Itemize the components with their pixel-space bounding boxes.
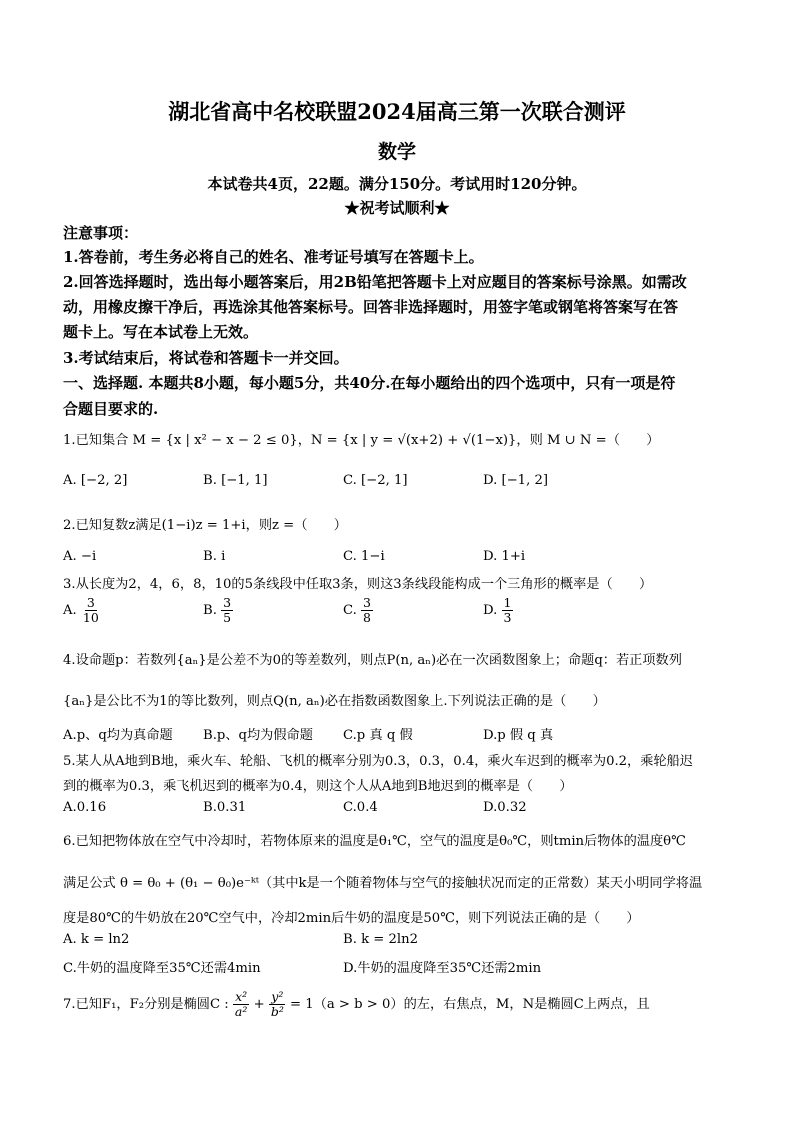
q3-option-d-label: D. <box>483 602 498 618</box>
section1-line1: 一、选择题. 本题共8小题，每小题5分，共40分.在每小题给出的四个选项中，只有一项是符 <box>63 374 676 392</box>
q4-option-a: A.p、q均为真命题 <box>63 728 173 743</box>
q7-stem <box>63 990 733 1019</box>
q6-line1: 6.已知把物体放在空气中冷却时，若物体原来的温度是θ₁℃，空气的温度是θ₀℃，则tmin后物体的温度θ℃ <box>63 834 686 849</box>
q3-option-d-fraction <box>502 596 514 625</box>
q6-option-c: C.牛奶的温度降至35℃还需4min <box>63 961 261 976</box>
q3-option-b <box>203 596 233 625</box>
q3-option-a-den: 10 <box>82 609 99 625</box>
q7-den-b: b² <box>270 1003 284 1019</box>
q5-option-b: B.0.31 <box>203 800 247 815</box>
q3-option-a <box>63 596 101 625</box>
q2-option-c: C. 1−i <box>343 549 385 564</box>
q3-option-d-num: 1 <box>503 595 512 610</box>
q7-num-x: x² <box>235 989 248 1004</box>
note-3: 3.考试结束后，将试卷和答题卡一并交回。 <box>63 349 349 367</box>
q7-den-a: a² <box>234 1003 248 1019</box>
q4-option-b: B.p、q均为假命题 <box>203 728 313 743</box>
q1-stem: 1.已知集合 M = {x | x² − x − 2 ≤ 0}，N = {x | y = √(x+2) + √(1−x)}，则 M ∪ N =（ ） <box>63 433 660 448</box>
q3-stem: 3.从长度为2，4，6，8，10的5条线段中任取3条，则这3条线段能构成一个三角形的概率是（ ） <box>63 577 653 592</box>
q3-option-c-label: C. <box>343 602 357 618</box>
q7-plus: + <box>253 996 265 1012</box>
q5-line2: 到的概率为0.3，乘飞机迟到的概率为0.4，则这个人从A地到B地迟到的概率是（ ） <box>63 779 573 794</box>
q3-option-b-fraction <box>221 596 233 625</box>
q1-option-c: C. [−2, 1] <box>343 473 408 488</box>
q7-suffix: = 1（a > b > 0）的左，右焦点，M，N是椭圆C上两点，且 <box>290 996 650 1012</box>
q5-option-d: D.0.32 <box>483 800 527 815</box>
q3-option-c-num: 3 <box>363 595 371 610</box>
q3-option-c-den: 8 <box>363 609 371 625</box>
q4-line1: 4.设命题p：若数列{aₙ}是公差不为0的等差数列，则点P(n, aₙ)必在一次函数图象上；命题q：若正项数列 <box>63 653 682 668</box>
q2-stem: 2.已知复数z满足(1−i)z = 1+i，则z =（ ） <box>63 518 347 533</box>
q3-option-d <box>483 596 513 625</box>
q7-fraction-x <box>233 990 249 1019</box>
q7-fraction-y <box>269 990 286 1019</box>
q2-option-d: D. 1+i <box>483 549 526 564</box>
q6-option-b: B. k = 2ln2 <box>343 932 418 947</box>
note-2-line3: 题卡上。写在本试卷上无效。 <box>63 323 259 341</box>
note-2-line2: 动，用橡皮擦干净后，再选涂其他答案标号。回答非选择题时，用签字笔或钢笔将答案写在答 <box>63 298 679 316</box>
q6-option-a: A. k = ln2 <box>63 932 130 947</box>
q6-line3: 度是80℃的牛奶放在20℃空气中，冷却2min后牛奶的温度是50℃，则下列说法正确的是（ ） <box>63 911 640 926</box>
q3-option-a-fraction <box>81 596 101 625</box>
q6-line2: 满足公式 θ = θ₀ + (θ₁ − θ₀)e⁻ᵏᵗ（其中k是一个随着物体与空气的接触状况而定的正常数）某天小明同学将温 <box>63 876 703 891</box>
q3-option-d-den: 3 <box>503 609 512 625</box>
q4-option-d: D.p 假 q 真 <box>483 728 554 743</box>
q4-line2: {aₙ}是公比不为1的等比数列，则点Q(n, aₙ)必在指数函数图象上.下列说法正确的是（ ） <box>63 694 606 709</box>
q4-option-c: C.p 真 q 假 <box>343 728 413 743</box>
q3-option-b-num: 3 <box>223 595 232 610</box>
q3-option-b-den: 5 <box>223 609 232 625</box>
q5-option-a: A.0.16 <box>63 800 107 815</box>
q3-option-c <box>343 596 373 625</box>
q7-num-y: y² <box>271 989 284 1004</box>
q3-option-c-fraction <box>361 596 373 625</box>
exam-info: 本试卷共4页，22题。满分150分。考试用时120分钟。 <box>207 175 587 193</box>
notes-heading: 注意事项： <box>63 224 139 242</box>
q3-option-b-label: B. <box>203 602 217 618</box>
note-1: 1.答卷前，考生务必将自己的姓名、准考证号填写在答题卡上。 <box>63 248 484 266</box>
q1-option-a: A. [−2, 2] <box>63 473 128 488</box>
q1-option-d: D. [−1, 2] <box>483 473 548 488</box>
q3-option-a-num: 3 <box>86 595 95 610</box>
note-2-line1: 2.回答选择题时，选出每小题答案后，用2B铅笔把答题卡上对应题目的答案标号涂黑。如需改 <box>63 273 687 291</box>
q2-option-a: A. −i <box>63 549 97 564</box>
subject-title: 数学 <box>377 141 416 163</box>
wish-line: ★祝考试顺利★ <box>344 199 450 217</box>
q2-option-b: B. i <box>203 549 226 564</box>
q3-option-a-label: A. <box>63 602 77 618</box>
q6-option-d: D.牛奶的温度降至35℃还需2min <box>343 961 542 976</box>
exam-title: 湖北省高中名校联盟2024届高三第一次联合测评 <box>168 99 626 124</box>
q7-prefix: 7.已知F₁，F₂分别是椭圆C : <box>63 996 229 1012</box>
q5-line1: 5.某人从A地到B地，乘火车、轮船、飞机的概率分别为0.3，0.3，0.4，乘火车迟到的概率为0.2，乘轮船迟 <box>63 754 693 769</box>
q5-option-c: C.0.4 <box>343 800 378 815</box>
q1-option-b: B. [−1, 1] <box>203 473 268 488</box>
section1-line2: 合题目要求的. <box>63 400 159 418</box>
